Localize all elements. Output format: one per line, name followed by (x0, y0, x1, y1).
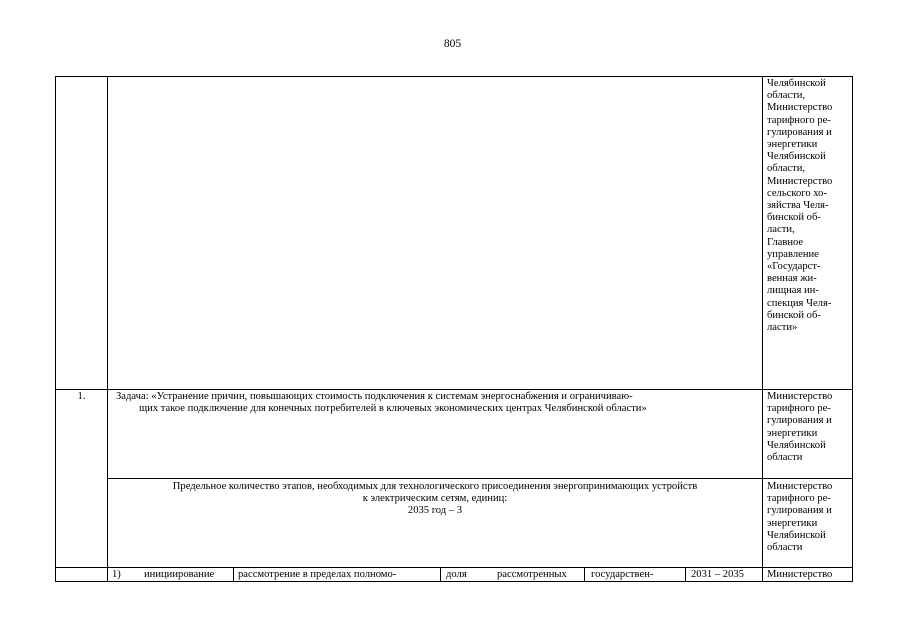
table-divider-item (55, 567, 853, 568)
table-col-divider-action (233, 567, 234, 582)
task-responsible: Министерство тарифного ре- гулирования и энергетики Челябинской области (767, 391, 833, 464)
table-border-top (55, 76, 853, 77)
table-col-divider-period (685, 567, 686, 582)
table-border-right (852, 76, 853, 582)
table-border-left (55, 76, 56, 582)
indicator-line-1: Предельное количество этапов, необходимых для технологического присоединения энергопринимающих устройств (172, 481, 698, 492)
table-divider-indicator (107, 478, 853, 479)
item-number: 1) (112, 569, 121, 580)
table-col-divider-responsible (762, 76, 763, 582)
table-col-divider-review (440, 567, 441, 582)
continuation-responsible: Челябинской области, Министерство тарифного ре- гулирования и энергетики Челябинской области, Министерство сельского хо- зяйства Челя- бинской об- ласти, Главное управление «Государст- венная жи- лищная ин- спекция Челя- бинской об- ласти» (767, 78, 833, 334)
indicator-text (108, 481, 762, 518)
item-period: 2031 – 2035 (691, 569, 744, 580)
item-share-part-2: рассмотренных (497, 569, 567, 580)
item-review: рассмотрение в пределах полномо- (238, 569, 397, 580)
task-text-line-2: щих такое подключение для конечных потребителей в ключевых экономических центрах Челябинской области» (139, 403, 647, 415)
item-action: инициирование (144, 569, 215, 580)
indicator-responsible: Министерство тарифного ре- гулирования и энергетики Челябинской области (767, 481, 833, 554)
item-share-part-3: государствен- (591, 569, 654, 580)
item-responsible: Министерство (767, 569, 833, 580)
task-text (112, 391, 760, 415)
item-share-part-1: доля (446, 569, 467, 580)
task-number: 1. (77, 391, 86, 402)
table-col-divider-share (584, 567, 585, 582)
table-divider-task (55, 389, 853, 390)
task-text-line-1: Задача: «Устранение причин, повышающих стоимость подключения к системам энергоснабжения и ограничиваю- (116, 391, 633, 402)
indicator-line-2: к электрическим сетям, единиц: (362, 493, 508, 505)
indicator-line-3: 2035 год – 3 (407, 505, 463, 517)
page-number: 805 (443, 38, 462, 50)
